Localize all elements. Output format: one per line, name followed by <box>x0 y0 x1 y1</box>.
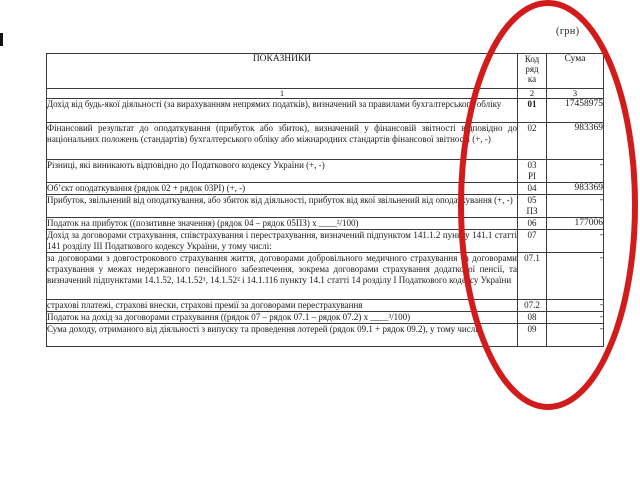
row-code-text: 04 <box>527 183 537 193</box>
row-code-text: 05 <box>527 195 537 205</box>
row-code <box>518 218 547 230</box>
row-code-text: 03 <box>527 160 537 170</box>
indicators-column-header: ПОКАЗНИКИ <box>47 54 518 89</box>
scan-artifact-mark <box>0 33 3 46</box>
table-row <box>47 324 604 347</box>
row-sum: - <box>547 312 604 324</box>
code-column-header <box>518 54 547 89</box>
table-row <box>47 123 604 160</box>
table-row <box>47 230 604 253</box>
row-code-text: 08 <box>527 312 537 322</box>
table-row <box>47 218 604 230</box>
row-label: Фінансовий результат до оподаткування (прибуток або збиток), визначений у фінансовій звітності відповідно до національних положень (стандартів) бухгалтерського обліку або міжнародних стандартів фінансової звітності (+, -) <box>47 123 518 160</box>
row-sum: - <box>547 253 604 300</box>
tax-declaration-table <box>46 53 604 347</box>
row-sum: 17458975 <box>547 99 604 123</box>
row-code-text: 07 <box>527 230 537 240</box>
row-code <box>518 312 547 324</box>
row-code <box>518 195 547 218</box>
sum-column-header: Сума <box>547 54 604 89</box>
row-code <box>518 230 547 253</box>
row-label: Прибуток, звільнений від оподаткування, або збиток від діяльності, прибуток від якої звільнений від оподаткування (+, -) <box>47 195 518 218</box>
row-code <box>518 123 547 160</box>
row-code-text: 09 <box>527 324 537 334</box>
row-label: Дохід за договорами страхування, співстрахування і перестрахування, визначений підпунктом 141.1.2 пункту 141.1 статті 141 розділу ІІІ Податкового кодексу України, у тому числі: <box>47 230 517 251</box>
row-sum: 983369 <box>547 123 604 160</box>
table-row <box>47 195 604 218</box>
row-code-text: 06 <box>527 218 537 228</box>
row-label: за договорами з довгострокового страхування життя, договорами добровільного медичного страхування та договорами страхування у межах недержавного пенсійного забезпечення, зокрема договорами страхування додаткової пенсії, та визначений підпунктами 14.1.52, 14.1.52¹, 14.1.52² і 14.1.116 пункту 14.1 статті 14 розділу І Податкового кодексу України <box>47 253 518 300</box>
row-label: Об’єкт оподаткування (рядок 02 + рядок 03РІ) (+, -) <box>47 183 518 195</box>
row-label: Дохід від будь-якої діяльності (за вирахуванням непрямих податків), визначений за правилами бухгалтерського обліку <box>47 99 518 123</box>
code-header-line2: ряд <box>525 64 539 74</box>
row-sum: - <box>547 324 604 347</box>
row-code-text: 02 <box>527 123 537 133</box>
table-row <box>47 312 604 324</box>
row-sum: - <box>547 195 604 218</box>
row-label: Сума доходу, отриманого від діяльності з випуску та проведення лотерей (рядок 09.1 + рядок 09.2), у тому числі: <box>47 324 518 347</box>
row-code-text: 07.1 <box>524 253 540 263</box>
code-header-line3: ка <box>527 74 537 84</box>
column-number-1: 1 <box>47 89 518 99</box>
table-row <box>47 99 604 123</box>
row-code-suffix: РІ <box>527 171 536 181</box>
row-code <box>518 99 547 123</box>
row-label: страхові платежі, страхові внески, страхові премії за договорами перестрахування <box>47 300 518 312</box>
row-code-text: 01 <box>527 99 537 109</box>
table-row <box>47 160 604 183</box>
row-label: Податок на дохід за договорами страхування ((рядок 07 – рядок 07.1 – рядок 07.2) х ____³/100) <box>47 312 518 324</box>
row-sum: - <box>547 300 604 312</box>
column-number-row <box>47 89 604 99</box>
row-code <box>518 324 547 347</box>
table-row <box>47 253 604 300</box>
row-code <box>518 300 547 312</box>
column-number-2: 2 <box>518 89 547 99</box>
column-number-3: 3 <box>547 89 604 99</box>
row-sum: 177006 <box>547 218 604 230</box>
row-code <box>518 253 547 300</box>
table-row <box>47 300 604 312</box>
table-header-row <box>47 54 604 89</box>
code-header-line1: Код <box>524 54 540 64</box>
currency-unit-label: (грн) <box>556 26 580 37</box>
row-label: Різниці, які виникають відповідно до Податкового кодексу України (+, -) <box>47 160 518 183</box>
row-code-text: 07.2 <box>524 300 540 310</box>
row-sum: - <box>547 230 604 253</box>
table-row <box>47 183 604 195</box>
row-label: Податок на прибуток ((позитивне значення) (рядок 04 – рядок 05ПЗ) х ____²/100) <box>47 218 518 230</box>
row-sum: 983369 <box>547 183 604 195</box>
row-sum: - <box>547 160 604 183</box>
row-code <box>518 160 547 183</box>
row-code-suffix: ПЗ <box>526 206 538 216</box>
row-code <box>518 183 547 195</box>
